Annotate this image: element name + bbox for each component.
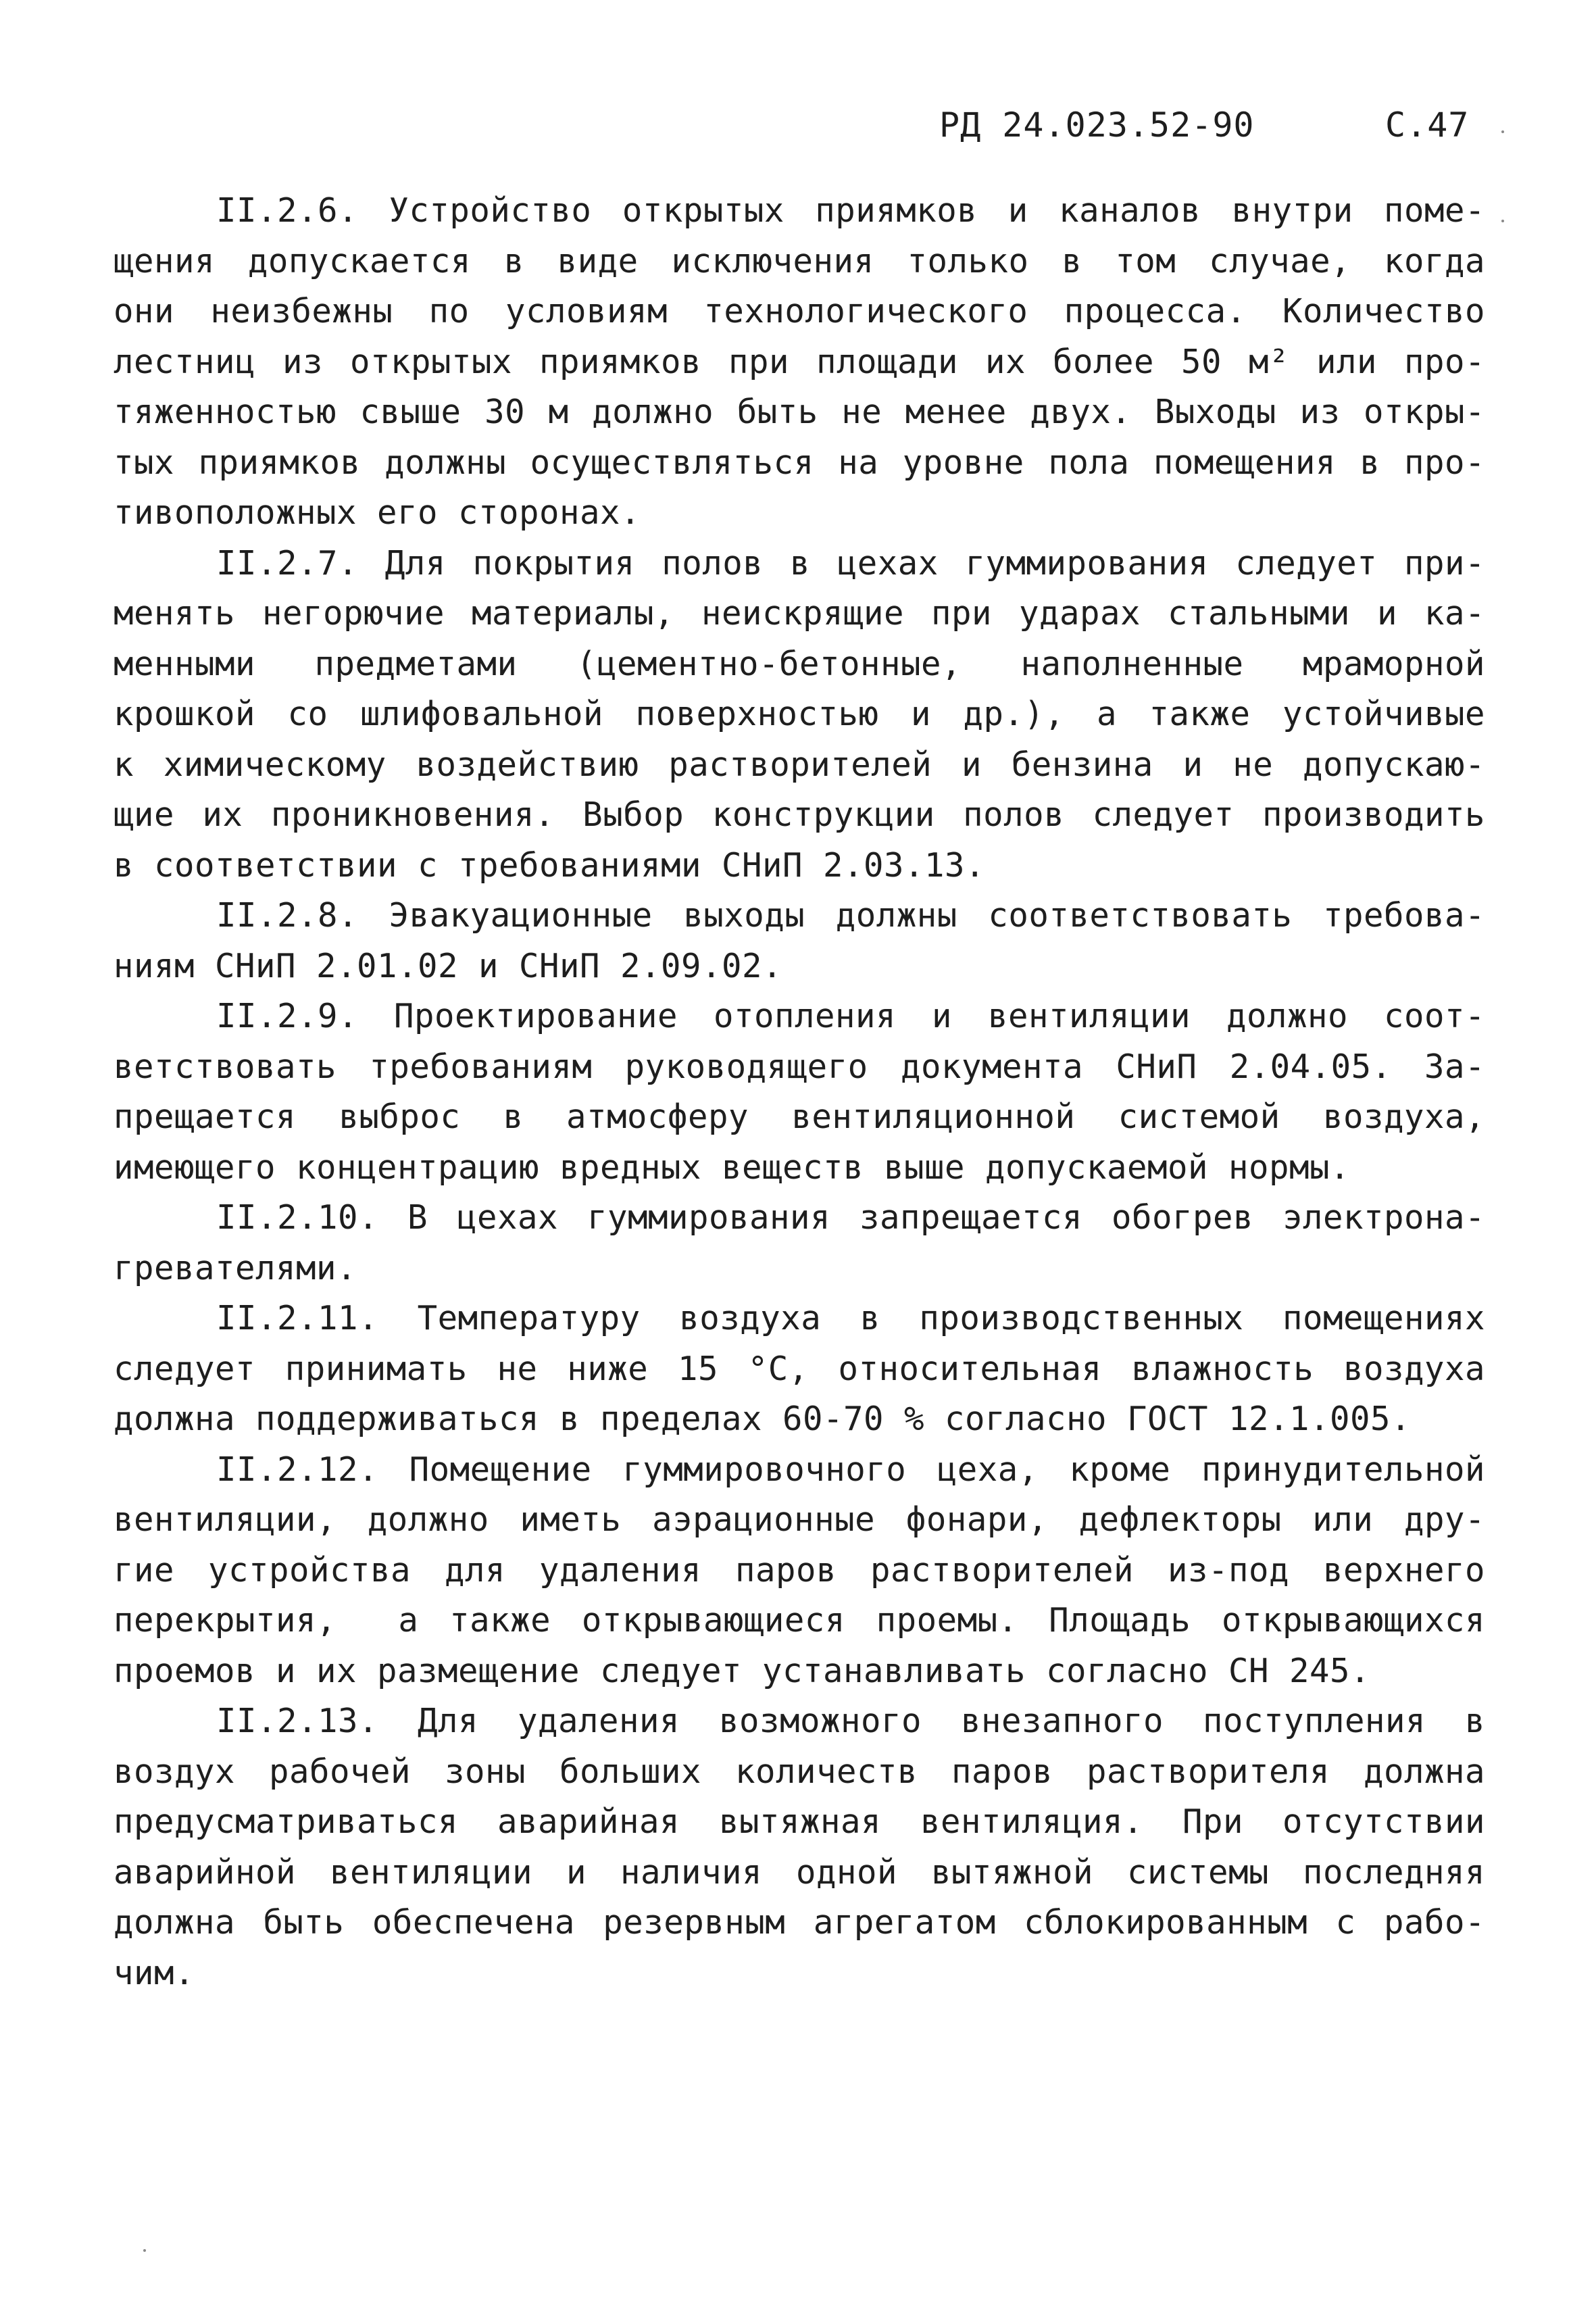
text-line: прещается выброс в атмосферу вентиляционной системой воздуха, xyxy=(114,1098,1485,1136)
text-line: II.2.8. Эвакуационные выходы должны соответствовать требова- xyxy=(216,896,1485,935)
scan-speck xyxy=(143,2249,146,2252)
text-line: щие их проникновения. Выбор конструкции полов следует производить xyxy=(114,795,1485,834)
page-number: С.47 xyxy=(1385,105,1470,145)
text-line: тивоположных его сторонах. xyxy=(114,493,641,532)
text-line: воздух рабочей зоны больших количеств паров растворителя должна xyxy=(114,1752,1485,1791)
text-line: ветствовать требованиям руководящего документа СНиП 2.04.05. За- xyxy=(114,1047,1485,1086)
text-line: II.2.13. Для удаления возможного внезапного поступления в xyxy=(216,1702,1485,1740)
text-line: тяженностью свыше 30 м должно быть не менее двух. Выходы из откры- xyxy=(114,393,1485,431)
text-line: к химическому воздействию растворителей и бензина и не допускаю- xyxy=(114,745,1485,784)
text-line: менять негорючие материалы, неискрящие при ударах стальными и ка- xyxy=(114,594,1485,633)
text-line: аварийной вентиляции и наличия одной вытяжной системы последняя xyxy=(114,1852,1485,1892)
document-code: РД 24.023.52-90 xyxy=(939,105,1255,145)
text-line: проемов и их размещение следует устанавливать согласно СН 245. xyxy=(114,1651,1371,1690)
text-line: имеющего концентрацию вредных веществ выше допускаемой нормы. xyxy=(114,1148,1351,1187)
text-line: II.2.7. Для покрытия полов в цехах гуммирования следует при- xyxy=(216,543,1485,583)
text-line: II.2.10. В цехах гуммирования запрещается обогрев электрона- xyxy=(216,1198,1485,1237)
text-line: должна быть обеспечена резервным агрегатом сблокированным с рабо- xyxy=(114,1903,1485,1942)
text-line: следует принимать не ниже 15 °С, относительная влажность воздуха xyxy=(114,1349,1485,1388)
text-line: II.2.12. Помещение гуммировочного цеха, кроме принудительной xyxy=(216,1450,1485,1489)
text-line: менными предметами (цементно-бетонные, наполненные мраморной xyxy=(114,644,1485,683)
paragraph xyxy=(114,1294,1485,1445)
paragraph xyxy=(114,1696,1485,1998)
text-line: чим. xyxy=(114,1953,195,1992)
text-line: II.2.11. Температуру воздуха в производственных помещениях xyxy=(216,1299,1485,1337)
paragraph xyxy=(114,539,1485,891)
text-line: тых приямков должны осуществляться на уровне пола помещения в про- xyxy=(114,443,1485,482)
text-line: II.2.6. Устройство открытых приямков и каналов внутри поме- xyxy=(216,191,1485,230)
paragraph xyxy=(114,186,1485,539)
text-line: в соответствии с требованиями СНиП 2.03.13. xyxy=(114,845,986,885)
text-line: ниям СНиП 2.01.02 и СНиП 2.09.02. xyxy=(114,946,783,985)
text-line: должна поддерживаться в пределах 60-70 % согласно ГОСТ 12.1.005. xyxy=(114,1400,1412,1438)
text-line: крошкой со шлифовальной поверхностью и др.), а также устойчивые xyxy=(114,695,1485,733)
paragraph xyxy=(114,1445,1485,1697)
text-line: они неизбежны по условиям технологического процесса. Количество xyxy=(114,292,1485,330)
text-line: гие устройства для удаления паров растворителей из-под верхнего xyxy=(114,1550,1485,1590)
paragraph xyxy=(114,991,1485,1193)
text-line: гревателями. xyxy=(114,1248,357,1287)
text-line: лестниц из открытых приямков при площади их более 50 м² или про- xyxy=(114,342,1485,381)
paragraph xyxy=(114,891,1485,991)
document-body xyxy=(114,186,1485,1998)
page-header xyxy=(939,95,1507,155)
text-line: II.2.9. Проектирование отопления и вентиляции должно соот- xyxy=(216,997,1485,1035)
scan-speck xyxy=(1501,220,1504,222)
text-line: вентиляции, должно иметь аэрационные фонари, дефлекторы или дру- xyxy=(114,1500,1485,1539)
scan-speck xyxy=(1501,130,1504,133)
text-line: перекрытия, а также открывающиеся проемы. Площадь открывающихся xyxy=(114,1601,1485,1640)
paragraph xyxy=(114,1193,1485,1294)
text-line: предусматриваться аварийная вытяжная вентиляция. При отсутствии xyxy=(114,1802,1485,1841)
text-line: щения допускается в виде исключения только в том случае, когда xyxy=(114,241,1485,280)
